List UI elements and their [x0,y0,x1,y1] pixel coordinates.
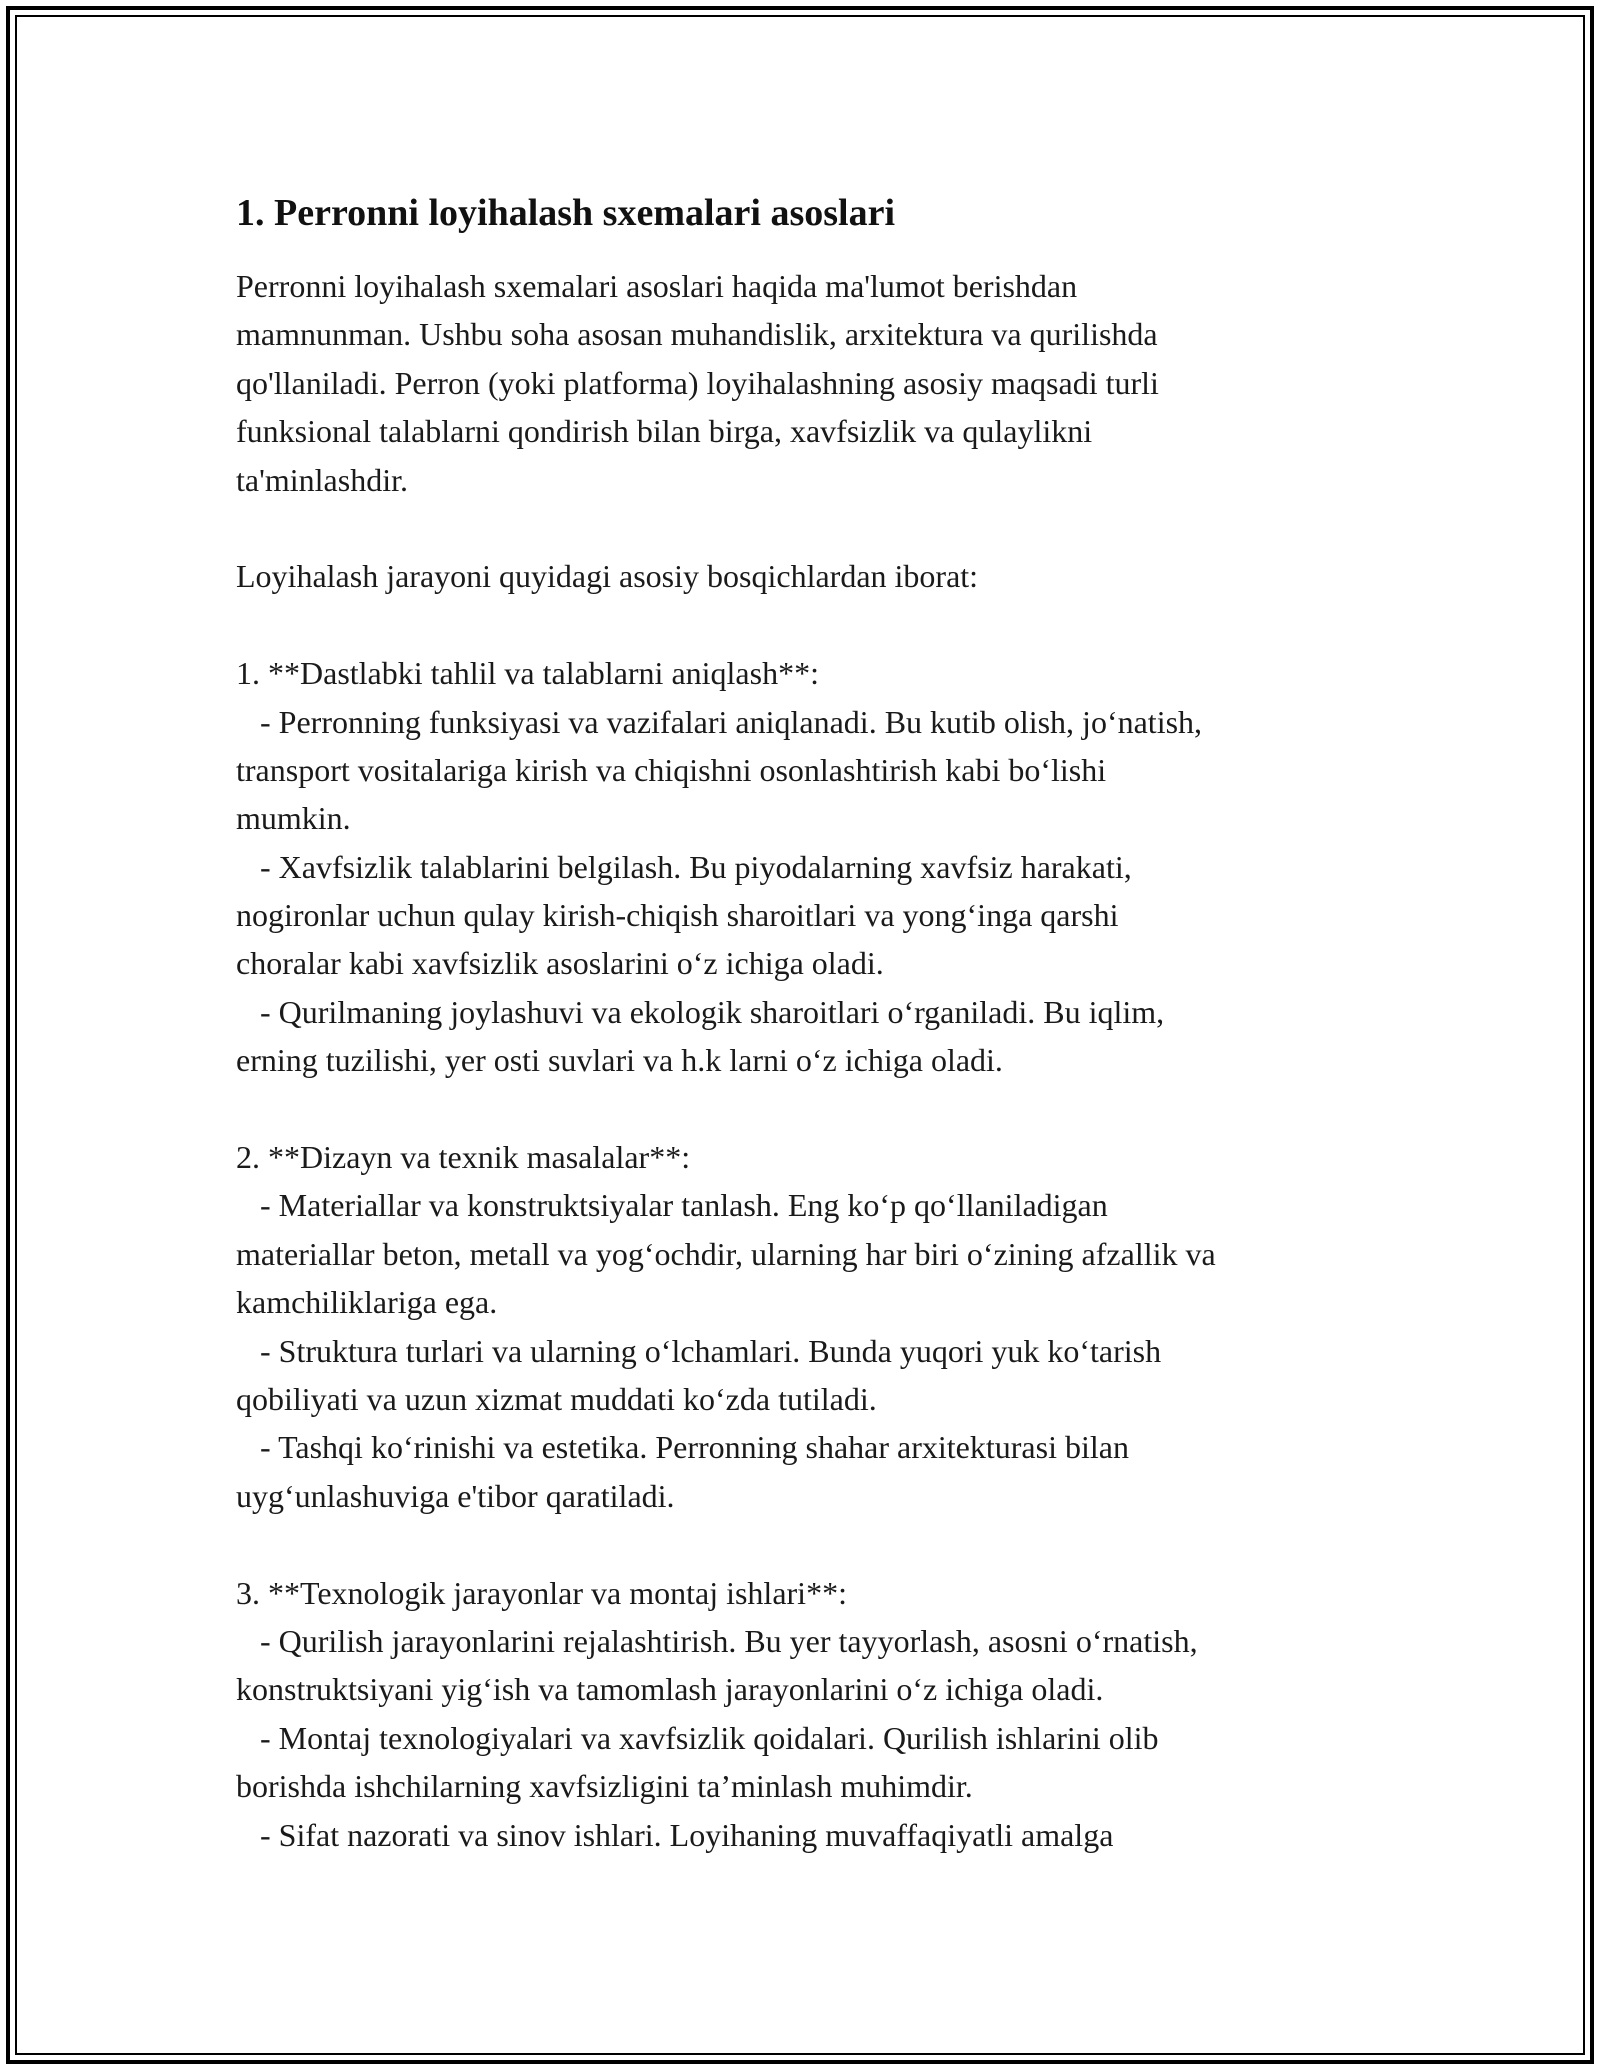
text-line: - Tashqi ko‘rinishi va estetika. Perronning shahar arxitekturasi bilan [236,1429,1129,1466]
text-line: - Sifat nazorati va sinov ishlari. Loyihaning muvaffaqiyatli amalga [236,1816,1114,1853]
text-line: transport vositalariga kirish va chiqishni osonlashtirish kabi bo‘lishi [236,751,1107,788]
text-line: qo'llaniladi. Perron (yoki platforma) loyihalashning asosiy maqsadi turli [236,364,1159,401]
text-line: - Qurilmaning joylashuvi va ekologik sharoitlari o‘rganiladi. Bu iqlim, [236,993,1165,1030]
text-line: - Qurilish jarayonlarini rejalashtirish. Bu yer tayyorlash, asosni o‘rnatish, [236,1622,1198,1659]
text-line: uyg‘unlashuviga e'tibor qaratiladi. [236,1477,675,1514]
text-line: ta'minlashdir. [236,461,408,498]
text-line: konstruktsiyani yig‘ish va tamomlash jarayonlarini o‘z ichiga oladi. [236,1671,1104,1708]
text-line: mumkin. [236,800,351,837]
text-line: Perronni loyihalash sxemalari asoslari haqida ma'lumot berishdan [236,268,1078,304]
document-title: 1. Perronni loyihalash sxemalari asoslari [236,192,896,234]
text-line: nogironlar uchun qulay kirish-chiqish sharoitlari va yong‘inga qarshi [236,897,1119,934]
text-line: qobiliyati va uzun xizmat muddati ko‘zda tutiladi. [236,1380,877,1417]
text-line: - Struktura turlari va ularning o‘lchamlari. Bunda yuqori yuk ko‘tarish [236,1332,1162,1369]
text-line: erning tuzilishi, yer osti suvlari va h.k larni o‘z ichiga oladi. [236,1042,1003,1079]
text-line: materiallar beton, metall va yog‘ochdir, ularning har biri o‘zining afzallik va [236,1235,1216,1272]
blank-line [236,601,1376,649]
text-line: mamnunman. Ushbu soha asosan muhandislik, arxitektura va qurilishda [236,316,1158,353]
text-line: - Montaj texnologiyalari va xavfsizlik qoidalari. Qurilish ishlarini olib [236,1719,1159,1756]
text-line: kamchiliklariga ega. [236,1284,498,1321]
text-line: - Xavfsizlik talablarini belgilash. Bu piyodalarning xavfsiz harakati, [236,848,1132,885]
blank-line [236,1085,1376,1133]
text-line: funksional talablarni qondirish bilan birga, xavfsizlik va qulaylikni [236,413,1093,450]
text-line: borishda ishchilarning xavfsizligini ta’minlash muhimdir. [236,1768,973,1805]
text-line: 2. **Dizayn va texnik masalalar**: [236,1139,691,1176]
text-line: Loyihalash jarayoni quyidagi asosiy bosqichlardan iborat: [236,558,979,595]
text-line: - Perronning funksiyasi va vazifalari aniqlanadi. Bu kutib olish, jo‘natish, [236,703,1203,740]
blank-line [236,1520,1376,1568]
text-line: 3. **Texnologik jarayonlar va montaj ishlari**: [236,1574,847,1611]
text-line: choralar kabi xavfsizlik asoslarini o‘z ichiga oladi. [236,945,884,982]
text-line: 1. **Dastlabki tahlil va talablarni aniqlash**: [236,655,819,692]
blank-line [236,504,1376,552]
document-body [236,186,1376,1859]
document-text [236,262,1376,1859]
text-line: - Materiallar va konstruktsiyalar tanlash. Eng ko‘p qo‘llaniladigan [236,1187,1108,1224]
